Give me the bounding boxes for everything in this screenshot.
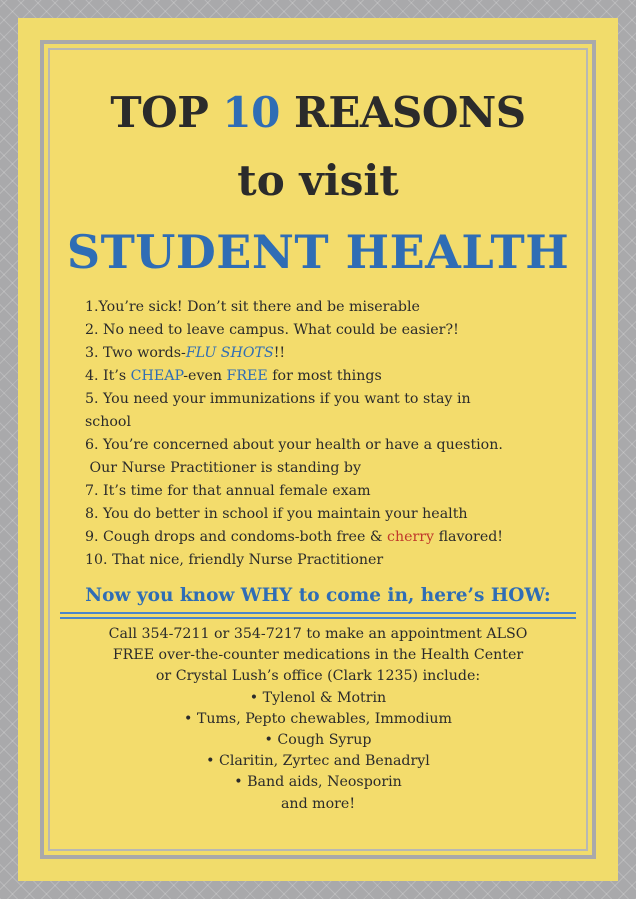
divider-line-top [60,612,576,614]
reason-9 [85,526,565,549]
reason-1: 1.You’re sick! Don’t sit there and be miserable [85,299,420,315]
headline-number: 10 [222,88,280,137]
headline-top-text: TOP [110,88,223,137]
how-line-call: Call 354-7211 or 354-7217 to make an appointment ALSO [108,626,528,642]
med-item-tylenol: • Tylenol & Motrin [249,689,387,706]
headline-student-health: STUDENT HEALTH [66,225,570,279]
reason-4-end: for most things [267,368,382,384]
reason-3-text: 3. Two words- [85,345,186,361]
reason-3-end: !! [273,345,286,361]
reason-10: 10. That nice, friendly Nurse Practitioner [85,552,384,568]
med-item-cough-syrup: • Cough Syrup [264,732,372,749]
med-item-band-aids: • Band aids, Neosporin [234,774,402,791]
reason-4-highlight-free: FREE [226,368,268,384]
reason-4-mid: -even [183,368,227,384]
headline-reasons-text: REASONS [279,88,526,137]
reason-5-line-2: school [85,414,131,430]
how-instructions [60,624,576,815]
divider-line-bottom [60,617,576,619]
med-item-claritin: • Claritin, Zyrtec and Benadryl [206,753,430,770]
reason-9-text: 9. Cough drops and condoms-both free & [85,529,387,545]
reason-9-highlight: cherry [387,529,435,545]
how-line-free-meds: FREE over-the-counter medications in the Health Center [112,647,524,664]
reason-6-line-2: Our Nurse Practitioner is standing by [85,460,362,476]
reason-8: 8. You do better in school if you maintain your health [85,506,468,522]
headline-top-10 [0,88,636,137]
reason-3-highlight: FLU SHOTS [185,345,274,361]
med-item-tums: • Tums, Pepto chewables, Immodium [183,710,453,727]
reason-5-line-1: 5. You need your immunizations if you want to stay in [85,391,471,407]
reason-9-end: flavored! [434,529,504,545]
headline-to-visit: to visit [237,156,399,205]
reason-4-text: 4. It’s [85,368,131,384]
reason-6-line-1: 6. You’re concerned about your health or have a question. [85,437,503,453]
how-heading: Now you know WHY to come in, here’s HOW: [85,585,551,606]
how-line-and-more: and more! [280,795,356,812]
how-line-office: or Crystal Lush’s office (Clark 1235) include: [155,668,481,685]
reason-3 [85,342,565,365]
reason-4 [85,365,565,388]
reason-2: 2. No need to leave campus. What could be easier?! [85,322,459,338]
reason-4-highlight-cheap: CHEAP [130,368,184,384]
reason-7: 7. It’s time for that annual female exam [85,483,371,499]
reasons-list [85,296,565,572]
